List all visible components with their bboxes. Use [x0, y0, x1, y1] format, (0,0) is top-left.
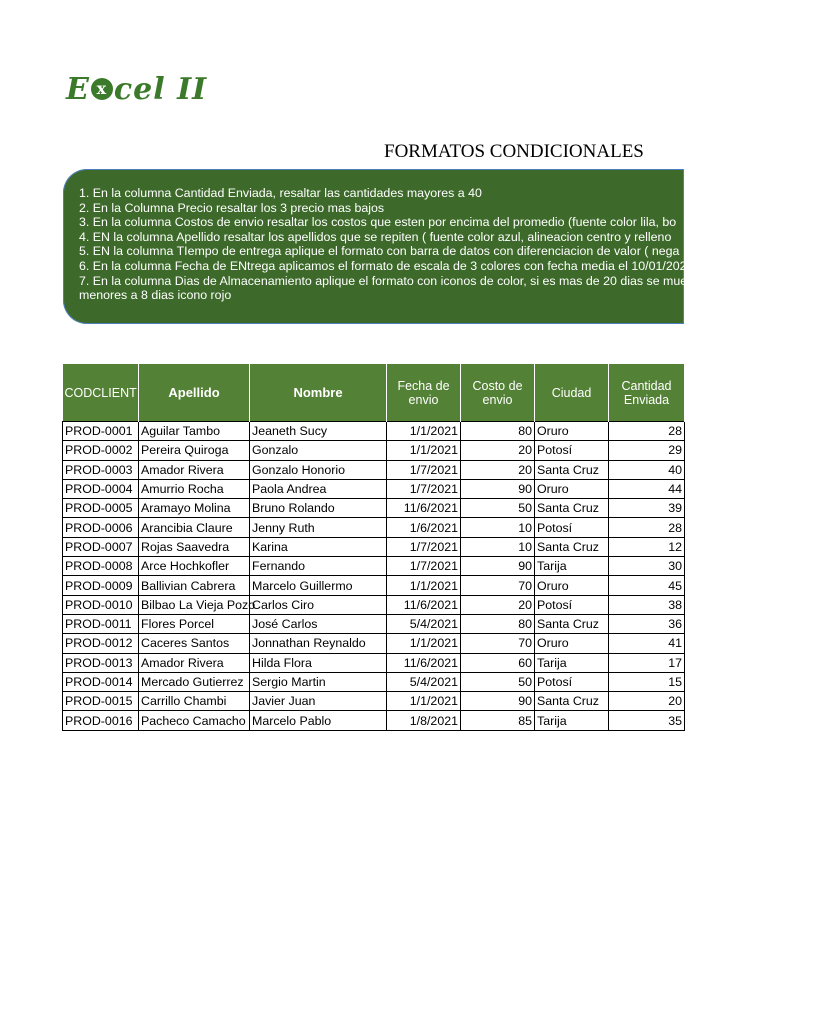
- cell-apellido[interactable]: Rojas Saavedra: [139, 537, 250, 556]
- cell-ciudad[interactable]: Tarija: [535, 557, 609, 576]
- cell-ciudad[interactable]: Santa Cruz: [535, 537, 609, 556]
- cell-fecha-envio[interactable]: 1/7/2021: [387, 460, 461, 479]
- cell-costo-envio[interactable]: 80: [461, 422, 535, 441]
- cell-cantidad-enviada[interactable]: 15: [609, 672, 685, 691]
- cell-fecha-envio[interactable]: 1/7/2021: [387, 479, 461, 498]
- cell-nombre[interactable]: Gonzalo: [250, 441, 387, 460]
- table-row: [63, 460, 685, 479]
- cell-costo-envio[interactable]: 90: [461, 557, 535, 576]
- cell-nombre[interactable]: Javier Juan: [250, 692, 387, 711]
- cell-fecha-envio[interactable]: 1/7/2021: [387, 557, 461, 576]
- cell-nombre[interactable]: Gonzalo Honorio: [250, 460, 387, 479]
- cell-costo-envio[interactable]: 20: [461, 441, 535, 460]
- table-row: [63, 479, 685, 498]
- cell-fecha-envio[interactable]: 1/1/2021: [387, 422, 461, 441]
- cell-codclient[interactable]: PROD-0010: [63, 595, 139, 614]
- cell-codclient[interactable]: PROD-0007: [63, 537, 139, 556]
- table-row: [63, 576, 685, 595]
- table-row: [63, 518, 685, 537]
- cell-ciudad[interactable]: Potosí: [535, 518, 609, 537]
- cell-costo-envio[interactable]: 50: [461, 672, 535, 691]
- shipments-table: [62, 364, 685, 731]
- cell-codclient[interactable]: PROD-0014: [63, 672, 139, 691]
- instruction-item: 6. En la columna Fecha de ENtrega aplicamos el formato de escala de 3 colores con fecha media el 10/01/202: [79, 258, 687, 273]
- cell-nombre[interactable]: Marcelo Pablo: [250, 711, 387, 730]
- cell-costo-envio[interactable]: 20: [461, 460, 535, 479]
- cell-apellido[interactable]: Caceres Santos: [139, 634, 250, 653]
- cell-nombre[interactable]: Sergio Martin: [250, 672, 387, 691]
- cell-ciudad[interactable]: Potosí: [535, 595, 609, 614]
- cell-cantidad-enviada[interactable]: 44: [609, 479, 685, 498]
- table-row: [63, 653, 685, 672]
- cell-ciudad[interactable]: Potosí: [535, 441, 609, 460]
- cell-cantidad-enviada[interactable]: 12: [609, 537, 685, 556]
- header-fecha-envio[interactable]: Fecha de envio: [387, 364, 461, 422]
- cell-ciudad[interactable]: Oruro: [535, 634, 609, 653]
- cell-costo-envio[interactable]: 50: [461, 499, 535, 518]
- cell-fecha-envio[interactable]: 1/7/2021: [387, 537, 461, 556]
- cell-codclient[interactable]: PROD-0003: [63, 460, 139, 479]
- table-row: [63, 537, 685, 556]
- cell-costo-envio[interactable]: 70: [461, 576, 535, 595]
- cell-fecha-envio[interactable]: 1/1/2021: [387, 634, 461, 653]
- logo-text-end: cel II: [113, 72, 208, 107]
- cell-codclient[interactable]: PROD-0001: [63, 422, 139, 441]
- cell-fecha-envio[interactable]: 11/6/2021: [387, 653, 461, 672]
- cell-nombre[interactable]: Karina: [250, 537, 387, 556]
- cell-nombre[interactable]: Hilda Flora: [250, 653, 387, 672]
- cell-cantidad-enviada[interactable]: 41: [609, 634, 685, 653]
- cell-nombre[interactable]: Carlos Ciro: [250, 595, 387, 614]
- cell-ciudad[interactable]: Potosí: [535, 672, 609, 691]
- cell-ciudad[interactable]: Santa Cruz: [535, 692, 609, 711]
- cell-fecha-envio[interactable]: 1/8/2021: [387, 711, 461, 730]
- table-row: [63, 614, 685, 633]
- cell-apellido[interactable]: Aramayo Molina: [139, 499, 250, 518]
- table-row: [63, 595, 685, 614]
- cell-costo-envio[interactable]: 90: [461, 692, 535, 711]
- instruction-item: 5. EN la columna TIempo de entrega aplique el formato con barra de datos con diferenciacion de valor ( nega: [79, 244, 680, 259]
- cell-nombre[interactable]: Marcelo Guillermo: [250, 576, 387, 595]
- cell-costo-envio[interactable]: 80: [461, 614, 535, 633]
- cell-apellido[interactable]: Arce Hochkofler: [139, 557, 250, 576]
- cell-apellido[interactable]: Pacheco Camacho: [139, 711, 250, 730]
- instruction-item: 1. En la columna Cantidad Enviada, resaltar las cantidades mayores a 40: [79, 186, 482, 200]
- cell-apellido[interactable]: Mercado Gutierrez: [139, 672, 250, 691]
- cell-apellido[interactable]: Arancibia Claure: [139, 518, 250, 537]
- excel-logo: [66, 72, 207, 112]
- cell-apellido[interactable]: Amurrio Rocha: [139, 479, 250, 498]
- cell-ciudad[interactable]: Tarija: [535, 653, 609, 672]
- cell-nombre[interactable]: Jenny Ruth: [250, 518, 387, 537]
- header-nombre[interactable]: Nombre: [250, 364, 387, 422]
- table-row: [63, 441, 685, 460]
- cell-fecha-envio[interactable]: 1/1/2021: [387, 441, 461, 460]
- cell-codclient[interactable]: PROD-0006: [63, 518, 139, 537]
- cell-ciudad[interactable]: Oruro: [535, 576, 609, 595]
- cell-cantidad-enviada[interactable]: 36: [609, 614, 685, 633]
- header-cantidad-enviada[interactable]: Cantidad Enviada: [609, 364, 685, 422]
- cell-codclient[interactable]: PROD-0013: [63, 653, 139, 672]
- cell-fecha-envio[interactable]: 1/6/2021: [387, 518, 461, 537]
- cell-cantidad-enviada[interactable]: 17: [609, 653, 685, 672]
- cell-codclient[interactable]: PROD-0002: [63, 441, 139, 460]
- cell-ciudad[interactable]: Oruro: [535, 422, 609, 441]
- instruction-item: 2. En la Columna Precio resaltar los 3 precio mas bajos: [79, 200, 385, 215]
- cell-costo-envio[interactable]: 70: [461, 634, 535, 653]
- cell-cantidad-enviada[interactable]: 39: [609, 499, 685, 518]
- cell-codclient[interactable]: PROD-0015: [63, 692, 139, 711]
- instructions-panel: [63, 169, 814, 324]
- cell-cantidad-enviada[interactable]: 38: [609, 595, 685, 614]
- cell-costo-envio[interactable]: 90: [461, 479, 535, 498]
- cell-fecha-envio[interactable]: 5/4/2021: [387, 672, 461, 691]
- excel-x-icon: x: [91, 78, 113, 100]
- cell-codclient[interactable]: PROD-0009: [63, 576, 139, 595]
- cell-fecha-envio[interactable]: 5/4/2021: [387, 614, 461, 633]
- cell-costo-envio[interactable]: 85: [461, 711, 535, 730]
- table-row: [63, 634, 685, 653]
- cell-fecha-envio[interactable]: 1/1/2021: [387, 692, 461, 711]
- instruction-item: 3. En la columna Costos de envio resaltar los costos que esten por encima del promedio (fuente color lila, bo: [79, 215, 677, 230]
- cell-cantidad-enviada[interactable]: 40: [609, 460, 685, 479]
- table-row: [63, 422, 685, 441]
- cell-cantidad-enviada[interactable]: 20: [609, 692, 685, 711]
- instruction-item: 7. En la columna Dias de Almacenamiento aplique el formato con iconos de color, si es mas de 20 dias se mue un icono amarillo y los menores a 8 dias icono rojo: [79, 273, 814, 303]
- cell-cantidad-enviada[interactable]: 29: [609, 441, 685, 460]
- cell-codclient[interactable]: PROD-0008: [63, 557, 139, 576]
- cell-nombre[interactable]: Bruno Rolando: [250, 499, 387, 518]
- cell-apellido[interactable]: Bilbao La Vieja Pozo: [139, 595, 250, 614]
- cell-nombre[interactable]: Paola Andrea: [250, 479, 387, 498]
- table-row: [63, 499, 685, 518]
- page-title: FORMATOS CONDICIONALES: [384, 141, 644, 162]
- cell-cantidad-enviada[interactable]: 30: [609, 557, 685, 576]
- cell-cantidad-enviada[interactable]: 45: [609, 576, 685, 595]
- cell-apellido[interactable]: Amador Rivera: [139, 653, 250, 672]
- cell-codclient[interactable]: PROD-0011: [63, 614, 139, 633]
- cell-apellido[interactable]: Flores Porcel: [139, 614, 250, 633]
- cell-ciudad[interactable]: Oruro: [535, 479, 609, 498]
- table-row: [63, 557, 685, 576]
- cell-codclient[interactable]: PROD-0012: [63, 634, 139, 653]
- cell-apellido[interactable]: Aguilar Tambo: [139, 422, 250, 441]
- cell-apellido[interactable]: Amador Rivera: [139, 460, 250, 479]
- header-costo-envio[interactable]: Costo de envio: [461, 364, 535, 422]
- cell-costo-envio[interactable]: 60: [461, 653, 535, 672]
- cell-ciudad[interactable]: Santa Cruz: [535, 460, 609, 479]
- table-row: [63, 711, 685, 730]
- cell-apellido[interactable]: Carrillo Chambi: [139, 692, 250, 711]
- cell-nombre[interactable]: Jeaneth Sucy: [250, 422, 387, 441]
- cell-costo-envio[interactable]: 20: [461, 595, 535, 614]
- cell-codclient[interactable]: PROD-0016: [63, 711, 139, 730]
- cell-fecha-envio[interactable]: 11/6/2021: [387, 499, 461, 518]
- cell-costo-envio[interactable]: 10: [461, 518, 535, 537]
- cell-ciudad[interactable]: Tarija: [535, 711, 609, 730]
- cell-costo-envio[interactable]: 10: [461, 537, 535, 556]
- cell-nombre[interactable]: Jonnathan Reynaldo: [250, 634, 387, 653]
- table-row: [63, 692, 685, 711]
- cell-ciudad[interactable]: Santa Cruz: [535, 499, 609, 518]
- cell-codclient[interactable]: PROD-0005: [63, 499, 139, 518]
- cell-nombre[interactable]: Fernando: [250, 557, 387, 576]
- table-row: [63, 672, 685, 691]
- cell-fecha-envio[interactable]: 1/1/2021: [387, 576, 461, 595]
- header-apellido[interactable]: Apellido: [139, 364, 250, 422]
- header-ciudad[interactable]: Ciudad: [535, 364, 609, 422]
- table-body: [63, 422, 685, 731]
- cell-apellido[interactable]: Pereira Quiroga: [139, 441, 250, 460]
- cell-cantidad-enviada[interactable]: 28: [609, 518, 685, 537]
- cell-cantidad-enviada[interactable]: 35: [609, 711, 685, 730]
- cell-cantidad-enviada[interactable]: 28: [609, 422, 685, 441]
- table-header-row: [63, 364, 685, 422]
- cell-codclient[interactable]: PROD-0004: [63, 479, 139, 498]
- instruction-item: 4. EN la columna Apellido resaltar los apellidos que se repiten ( fuente color azul, alineacion centro y relleno: [79, 229, 672, 244]
- header-codclient[interactable]: CODCLIENT: [63, 364, 139, 422]
- cell-fecha-envio[interactable]: 11/6/2021: [387, 595, 461, 614]
- cell-ciudad[interactable]: Santa Cruz: [535, 614, 609, 633]
- instructions-list: [63, 169, 814, 303]
- cell-apellido[interactable]: Ballivian Cabrera: [139, 576, 250, 595]
- logo-text-start: E: [66, 72, 90, 107]
- cell-nombre[interactable]: José Carlos: [250, 614, 387, 633]
